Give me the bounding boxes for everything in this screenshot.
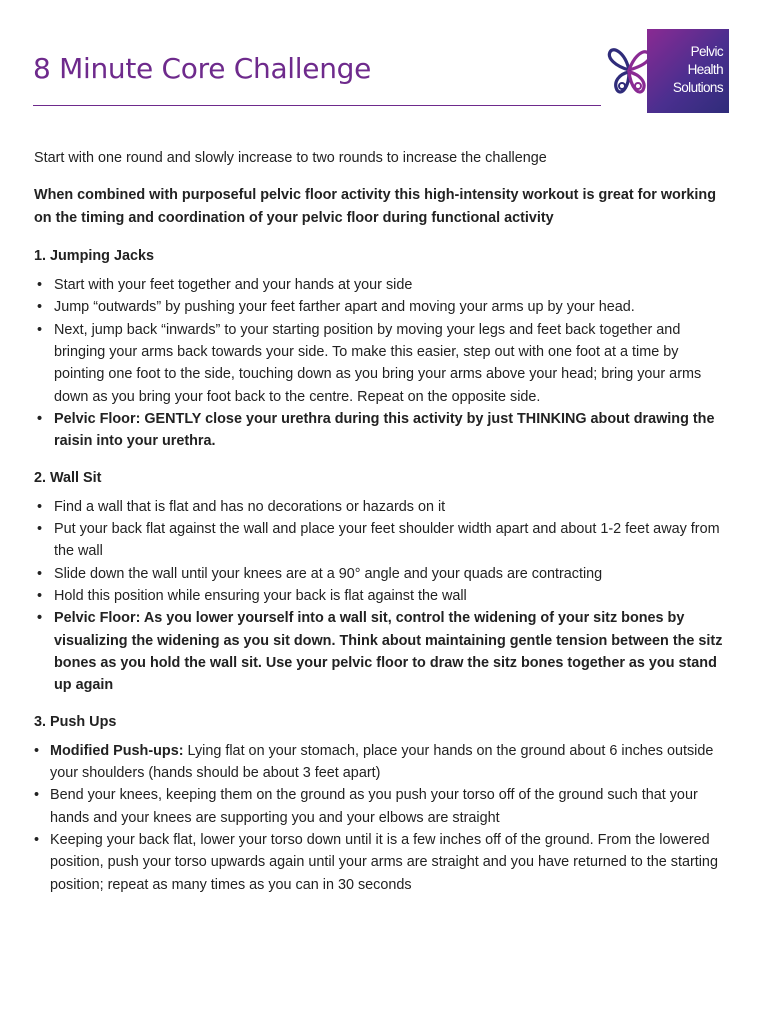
push-ups-list: [34, 740, 724, 896]
section-heading-wall-sit: 2. Wall Sit: [34, 469, 102, 486]
list-item: • Keeping your back flat, lower your torso down until it is a few inches off of the ground. From the lowered position, push your torso upwards again until your arms are straight and you have returned to the starting position; repeat as many times as you can in 30 seconds: [34, 829, 724, 896]
wall-sit-list: [34, 496, 724, 697]
list-item: • Hold this position while ensuring your back is flat against the wall: [34, 585, 724, 607]
section-heading-push-ups: 3. Push Ups: [34, 713, 117, 730]
list-item: • Find a wall that is flat and has no decorations or hazards on it: [34, 496, 724, 518]
pelvic-floor-note: • Pelvic Floor: GENTLY close your urethra during this activity by just THINKING about drawing the raisin into your urethra.: [34, 408, 724, 453]
section-heading-jumping-jacks: 1. Jumping Jacks: [34, 247, 154, 264]
page-title: 8 Minute Core Challenge: [33, 52, 372, 85]
list-item: • Put your back flat against the wall and place your feet shoulder width apart and about 1-2 feet away from the wall: [34, 518, 724, 563]
modified-push-ups-label: Modified Push-ups:: [50, 742, 184, 759]
list-item-text: Lying flat on your stomach, place your hands on the ground about 6 inches outside your shoulders (hands should be about 3 feet apart): [50, 742, 714, 782]
logo-text-line: Health: [687, 62, 723, 77]
pelvic-health-solutions-logo: [607, 28, 729, 114]
list-item: • Next, jump back “inwards” to your starting position by moving your legs and feet back together and bringing your arms back towards your side. To make this easier, step out with one foot at a time by pointing one foot to the side, touching down as you bring your arms above your head; bring your arms down as you bring your foot back to the centre. Repeat on the opposite side.: [34, 319, 724, 408]
list-item: • Start with your feet together and your hands at your side: [34, 274, 724, 296]
list-item: [34, 740, 724, 785]
title-divider: [33, 105, 601, 106]
jumping-jacks-list: [34, 274, 724, 452]
document-body: [34, 147, 724, 910]
intro-text: Start with one round and slowly increase to two rounds to increase the challenge: [34, 150, 547, 166]
lead-paragraph: When combined with purposeful pelvic floor activity this high-intensity workout is great for working on the timing and coordination of your pelvic floor during functional activity: [34, 187, 717, 226]
list-item: • Slide down the wall until your knees are at a 90° angle and your quads are contracting: [34, 563, 724, 585]
logo-badge: [647, 29, 729, 113]
pelvic-floor-note: • Pelvic Floor: As you lower yourself into a wall sit, control the widening of your sitz bones by visualizing the widening as you sit down. Think about maintaining gentle tension between the sitz bones as you hold the wall sit. Use your pelvic floor to draw the sitz bones together as you stand up again: [34, 607, 724, 696]
list-item: • Jump “outwards” by pushing your feet farther apart and moving your arms up by your head.: [34, 296, 724, 318]
logo-text-line: Pelvic: [690, 44, 723, 59]
logo-text-line: Solutions: [672, 80, 723, 95]
list-item: • Bend your knees, keeping them on the ground as you push your torso off of the ground such that your hands and your knees are supporting you and your elbows are straight: [34, 784, 724, 829]
